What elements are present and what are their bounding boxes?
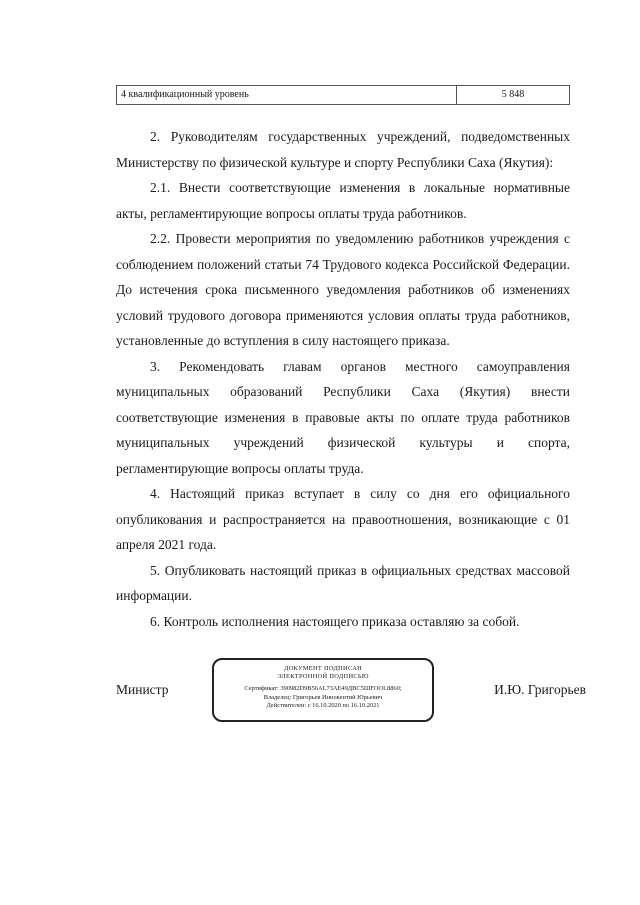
stamp-validity: Действителен: с 16.10.2020 по 16.10.2021: [266, 701, 380, 709]
signer-name: И.Ю. Григорьев: [494, 682, 586, 697]
paragraph-2: 2. Руководителям государственных учреждений, подведомственных Министерству по физической культуре и спорту Республики Саха (Якутия):: [116, 129, 570, 170]
paragraph-2-2: 2.2. Провести мероприятия по уведомлению работников учреждения с соблюдением положений статьи 74 Трудового кодекса Российской Федерации. До истечения срока письменного уведомления работников об изменениях условий трудового договора применяются условия оплаты труда работников, установленные до вступления в силу настоящего приказа.: [116, 231, 570, 348]
stamp-certificate: Сертификат: 390982D9B56AL73AE49ДВС5ШFOOL8860;: [244, 685, 402, 693]
paragraph-2-1: 2.1. Внести соответствующие изменения в локальные нормативные акты, регламентирующие вопросы оплаты труда работников.: [116, 180, 570, 221]
signer-role: Министр: [116, 682, 169, 697]
stamp-owner: Владелец: Григорьев Иннокентий Юрьевич: [263, 693, 383, 701]
salary-table-row: [116, 85, 570, 105]
paragraph-4: 4. Настоящий приказ вступает в силу со дня его официального опубликования и распространяется на правоотношения, возникающие с 01 апреля 2021 года.: [116, 486, 570, 552]
qualification-level-cell: 4 квалификационный уровень: [117, 86, 457, 104]
paragraph-3: 3. Рекомендовать главам органов местного самоуправления муниципальных образований Республики Саха (Якутия) внести соответствующие изменения в правовые акты по оплате труда работников муниципальных учреждений физической культуры и спорта, регламентирующие вопросы оплаты труда.: [116, 358, 570, 476]
stamp-title-line1: ДОКУМЕНТ ПОДПИСАН: [283, 665, 363, 672]
signature-block: [116, 658, 586, 728]
paragraph-6: 6. Контроль исполнения настоящего приказа оставляю за собой.: [150, 613, 520, 629]
electronic-signature-stamp: [212, 658, 434, 722]
stamp-title-line2: ЭЛЕКТРОННОЙ ПОДПИСЬЮ: [277, 673, 369, 681]
paragraph-5: 5. Опубликовать настоящий приказ в официальных средствах массовой информации.: [116, 562, 570, 603]
salary-value-cell: 5 848: [501, 89, 525, 100]
order-body: [116, 124, 570, 634]
